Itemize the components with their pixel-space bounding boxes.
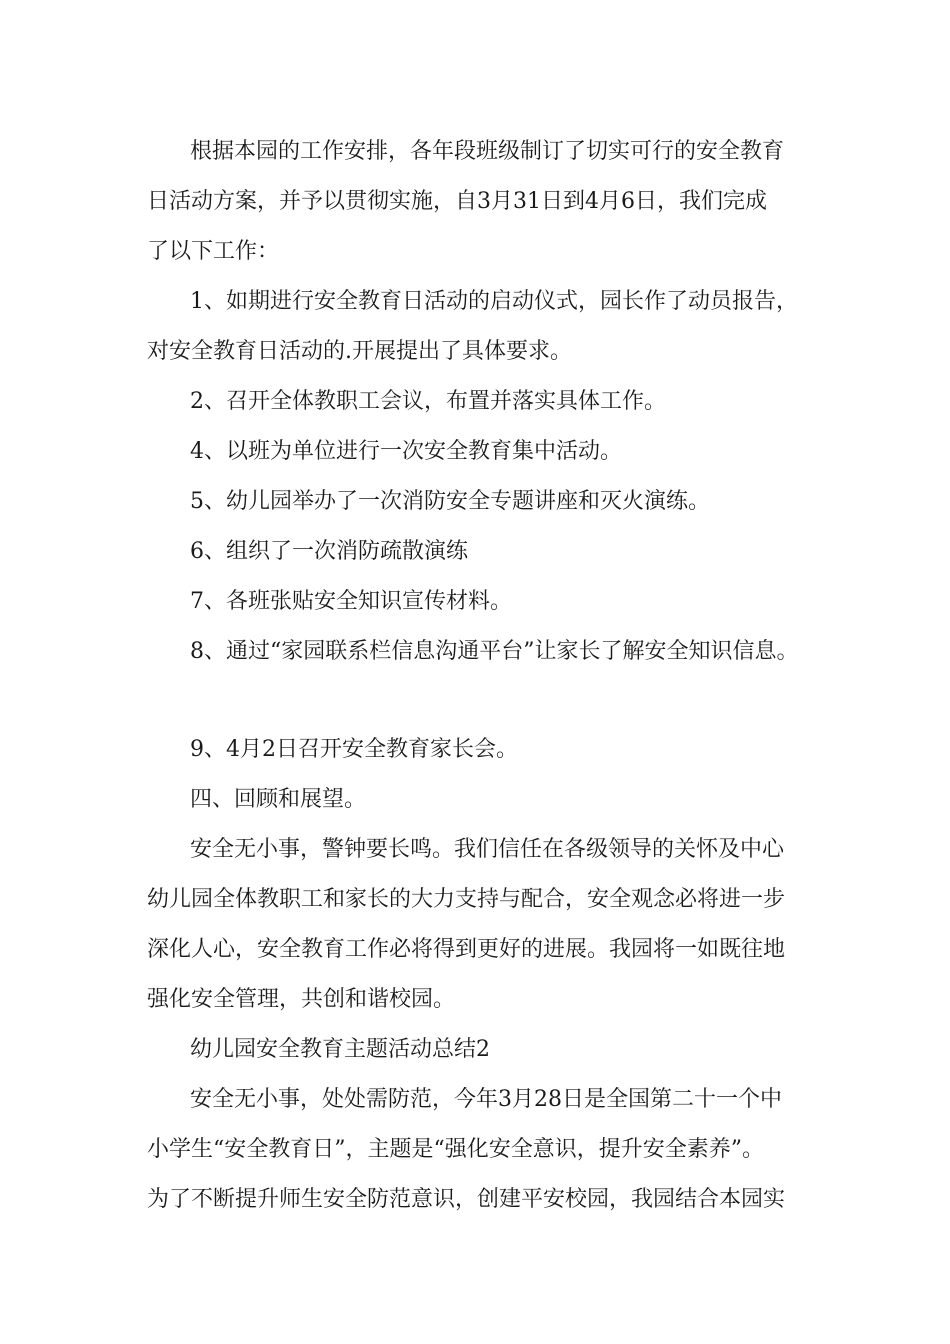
list-item: 2、召开全体教职工会议，布置并落实具体工作。 [190,389,666,414]
section-heading: 四、回顾和展望。 [190,787,367,812]
paragraph-line: 幼儿园全体教职工和家长的大力支持与配合，安全观念必将进一步 [147,887,786,912]
paragraph-line: 安全无小事，处处需防范，今年3月28日是全国第二十一个中 [190,1087,782,1112]
list-item: 4、以班为单位进行一次安全教育集中活动。 [190,439,622,464]
paragraph-line: 对安全教育日活动的.开展提出了具体要求。 [147,339,572,364]
paragraph-line: 安全无小事，警钟要长鸣。我们信任在各级领导的关怀及中心 [190,837,785,862]
document-title: 幼儿园安全教育主题活动总结2 [190,1037,490,1062]
list-item: 7、各班张贴安全知识宣传材料。 [190,589,512,614]
paragraph-line: 小学生“安全教育日”，主题是“强化安全意识，提升安全素养”。 [147,1137,764,1162]
paragraph-line: 日活动方案，并予以贯彻实施，自3月31日到4月6日，我们完成 [147,189,767,214]
list-item: 9、4月2日召开安全教育家长会。 [190,737,518,762]
paragraph-line: 根据本园的工作安排，各年段班级制订了切实可行的安全教育 [190,139,785,164]
paragraph-line: 为了不断提升师生安全防范意识，创建平安校园，我园结合本园实 [147,1187,786,1212]
list-item: 8、通过“家园联系栏信息沟通平台”让家长了解安全知识信息。 [190,639,799,664]
list-item: 5、幼儿园举办了一次消防安全专题讲座和灭火演练。 [190,489,710,514]
paragraph-line: 1、如期进行安全教育日活动的启动仪式，园长作了动员报告， [190,289,798,314]
paragraph-line: 深化人心，安全教育工作必将得到更好的进展。我园将一如既往地 [147,937,786,962]
paragraph-line: 了以下工作： [147,239,280,264]
paragraph-line: 强化安全管理，共创和谐校园。 [147,987,456,1012]
list-item: 6、组织了一次消防疏散演练 [190,539,468,564]
